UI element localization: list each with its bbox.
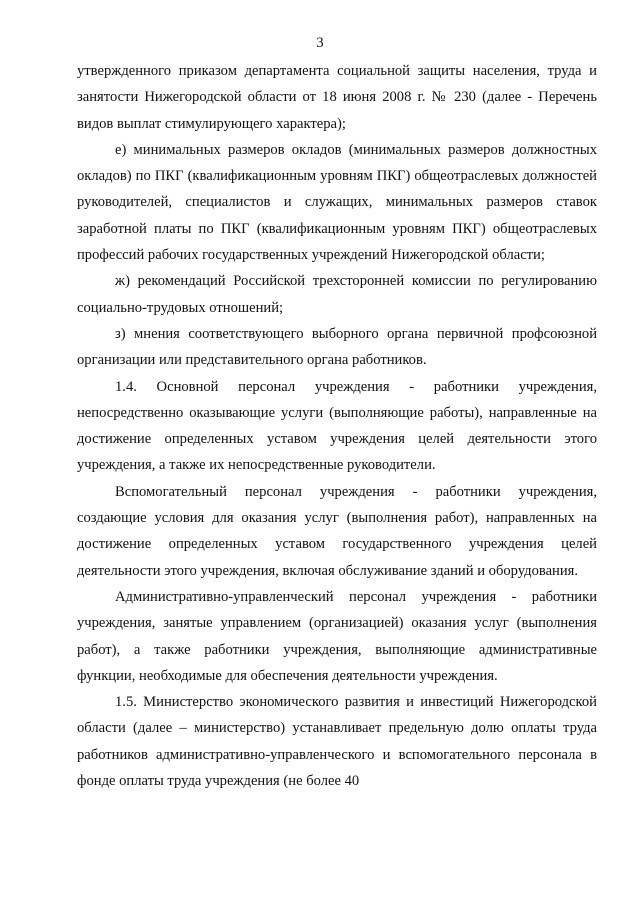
paragraph-admin-staff: Административно-управленческий персонал учреждения - работники учреждения, занятые управлением (организацией) оказания услуг (выполнения работ), а также работники учреждения, выполняющие административные функции, необходимые для обеспечения деятельности учреждения.	[77, 588, 597, 684]
paragraph-auxiliary-staff: Вспомогательный персонал учреждения - работники учреждения, создающие условия для оказания услуг (выполнения работ), направленных на достижение определенных уставом государственного учреждения целей деятельности этого учреждения, включая обслуживание зданий и оборудования.	[77, 483, 597, 579]
paragraph-continuation: утвержденного приказом департамента социальной защиты населения, труда и занятости Нижегородской области от 18 июня 2008 г. № 230 (далее - Перечень видов выплат стимулирующего характера);	[77, 63, 597, 132]
document-body	[77, 58, 597, 794]
paragraph-section-1-4: 1.4. Основной персонал учреждения - работники учреждения, непосредственно оказывающие услуги (выполняющие работы), направленные на достижение определенных уставом учреждения целей деятельности этого учреждения, а также их непосредственные руководители.	[77, 378, 597, 474]
paragraph-item-zh: ж) рекомендаций Российской трехсторонней комиссии по регулированию социально-трудовых отношений;	[77, 273, 597, 316]
page-number: 3	[316, 35, 324, 51]
paragraph-section-1-5: 1.5. Министерство экономического развития и инвестиций Нижегородской области (далее – министерство) устанавливает предельную долю оплаты труда работников административно-управленческого и вспомогательного персонала в фонде оплаты труда учреждения (не более 40	[77, 694, 597, 790]
paragraph-item-e: е) минимальных размеров окладов (минимальных размеров должностных окладов) по ПКГ (квалификационным уровням ПКГ) общеотраслевых должностей руководителей, специалистов и служащих, минимальных размеров ставок заработной платы по ПКГ (квалификационным уровням ПКГ) общеотраслевых профессий рабочих государственных учреждений Нижегородской области;	[77, 141, 597, 264]
paragraph-item-z: з) мнения соответствующего выборного органа первичной профсоюзной организации или представительного органа работников.	[77, 325, 597, 369]
